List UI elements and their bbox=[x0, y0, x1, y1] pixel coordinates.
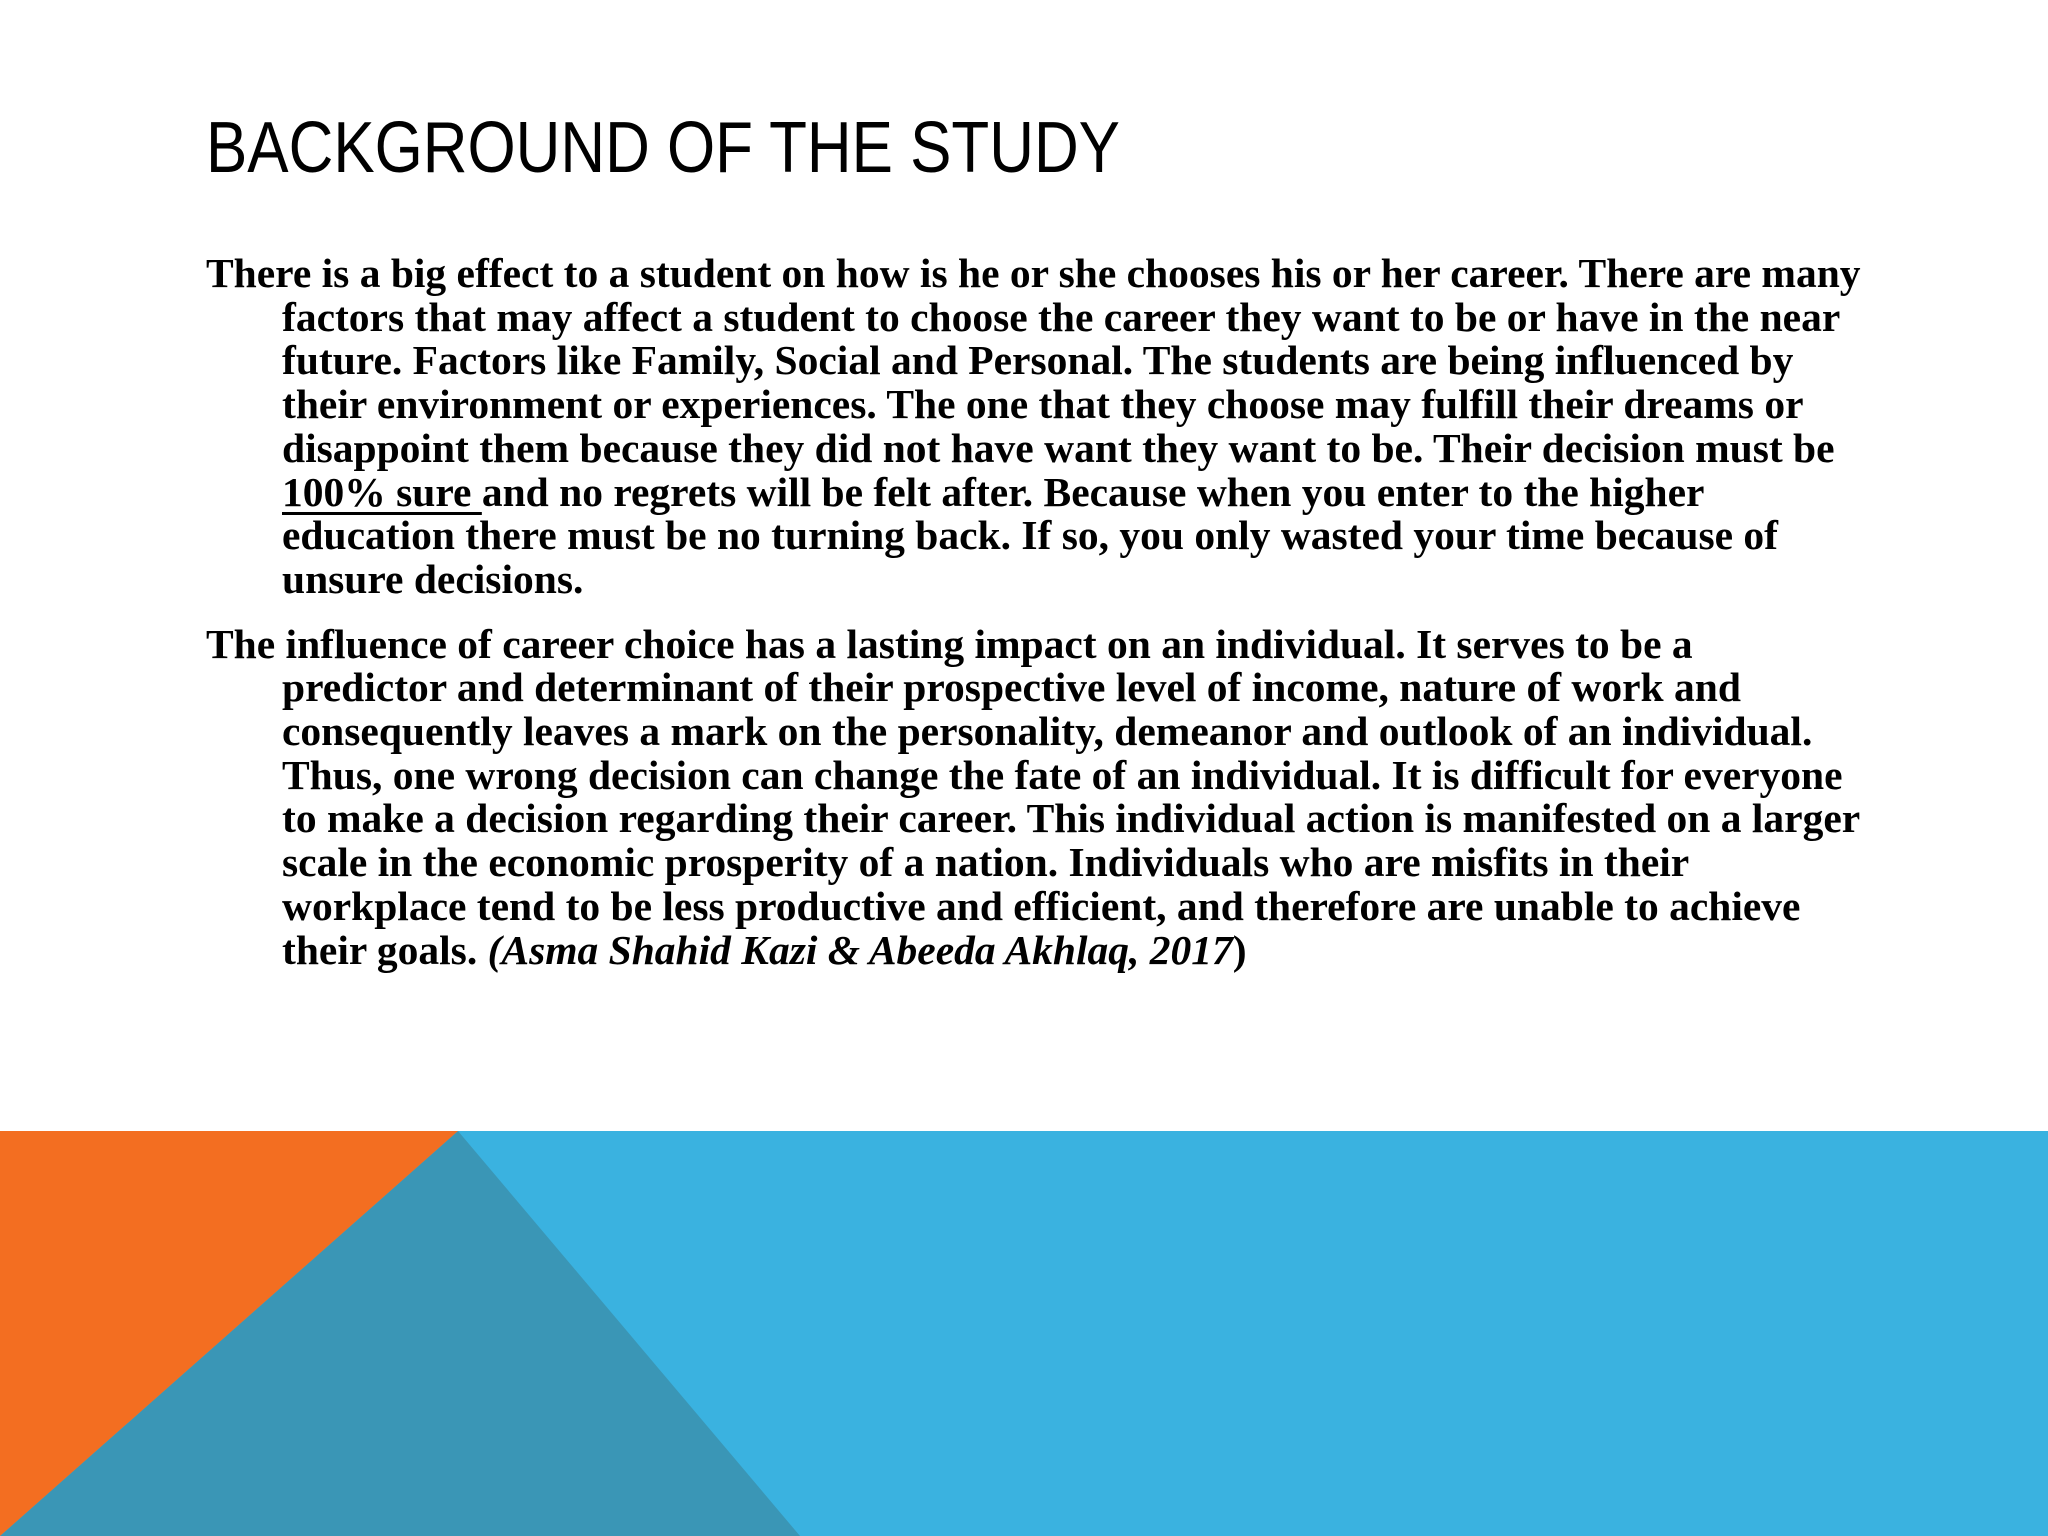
underlined-phrase: 100% sure bbox=[282, 468, 482, 515]
citation-close: ) bbox=[1232, 926, 1247, 973]
paragraph-2-text: The influence of career choice has a lasting impact on an individual. It serves to be a predictor and determinant of their prospective level of income, nature of work and consequently leaves a mark on the personality, demeanor and outlook of an individual. Thus, one wrong decision can change the fate of an individual. It is difficult for everyone to make a decision regarding their career. This individual action is manifested on a larger scale in the economic prosperity of a nation. Individuals who are misfits in their workplace tend to be less productive and efficient, and therefore are unable to achieve their goals. bbox=[206, 620, 1860, 973]
decorative-footer-shapes bbox=[0, 1131, 2048, 1536]
paragraph-1-text-end: and no regrets will be felt after. Because when you enter to the higher education there must be no turning back. If so, you only wasted your time because of unsure decisions. bbox=[282, 468, 1778, 602]
slide-body bbox=[206, 252, 1866, 972]
slide-title: BACKGROUND OF THE STUDY bbox=[206, 108, 1120, 188]
citation: (Asma Shahid Kazi & Abeeda Akhlaq, 2017 bbox=[487, 926, 1233, 973]
paragraph-2 bbox=[206, 620, 1866, 973]
paragraph-1 bbox=[206, 252, 1866, 602]
paragraph-1-text: There is a big effect to a student on how is he or she chooses his or her career. There are many factors that may affect a student to choose the career they want to be or have in the near future. Factors like Family, Social and Personal. The students are being influenced by their environment or experiences. The one that they choose may fulfill their dreams or disappoint them because they did not have want they want to be. Their decision must be bbox=[206, 250, 1861, 471]
